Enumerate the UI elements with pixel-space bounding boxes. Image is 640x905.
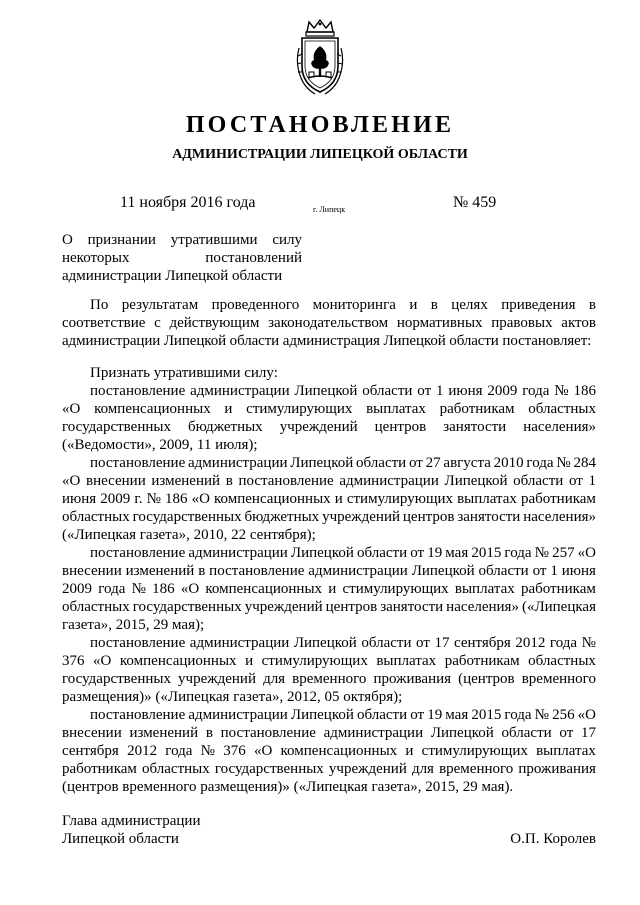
signer-region: Липецкой области <box>62 831 179 847</box>
line-word: проведенного <box>211 297 300 313</box>
decree-item-line <box>62 652 596 670</box>
line-word: занятости <box>443 419 507 435</box>
line-word: 17 <box>580 725 596 741</box>
line-word: 1 <box>550 563 558 579</box>
line-word: области <box>501 725 552 741</box>
line-word: Липецкой <box>444 473 508 489</box>
line-word: сентября <box>62 743 119 759</box>
line-word: от <box>532 563 547 579</box>
line-word: в <box>225 473 233 489</box>
line-word: постановление <box>90 635 186 651</box>
line-word: «О <box>62 401 81 417</box>
line-word: года <box>98 581 126 597</box>
line-word: внесении <box>62 563 122 579</box>
line-word: признании <box>87 232 156 248</box>
line-word: Липецкой <box>411 563 475 579</box>
line-word: постановление <box>220 725 316 741</box>
line-word: актов <box>561 315 596 331</box>
signer-position: Глава администрации <box>62 813 201 829</box>
decree-item-line <box>62 400 596 418</box>
line-word: Липецкой <box>290 545 354 561</box>
line-word: нормативных <box>396 315 483 331</box>
line-word: № <box>131 581 146 597</box>
decree-item-line: размещения)» («Липецкая газета», 2012, 05 октября); <box>62 689 403 705</box>
line-word: стимулирующих <box>421 743 528 759</box>
line-word: года <box>165 743 193 759</box>
decree-item-line <box>62 634 596 652</box>
line-word: постановление <box>238 473 334 489</box>
line-word: «О <box>191 491 210 507</box>
line-word: администрации <box>339 473 439 489</box>
line-word: 27 <box>425 455 441 471</box>
line-word: и <box>224 401 233 417</box>
line-word: в <box>198 563 206 579</box>
decree-item-line <box>62 544 596 562</box>
line-word: года <box>504 707 532 723</box>
decree-item-line <box>62 472 596 490</box>
line-word: компенсационных <box>119 653 237 669</box>
line-word: проживания <box>518 761 596 777</box>
line-word: центров <box>374 419 427 435</box>
line-word: 2009 <box>62 581 92 597</box>
line-word: в <box>588 297 596 313</box>
line-word: 186 <box>152 581 175 597</box>
subject-line <box>62 249 302 267</box>
line-word: № <box>200 743 215 759</box>
line-word: от <box>568 473 583 489</box>
line-word: сентября <box>454 635 511 651</box>
line-word: области <box>513 473 564 489</box>
line-word: учреждений <box>328 761 407 777</box>
decree-item-line: (центров временного размещения)» («Липецкая газета», 2015, 29 мая). <box>62 779 514 795</box>
line-word: с <box>154 315 161 331</box>
line-word: «О <box>577 707 596 723</box>
line-word: областных <box>528 653 596 669</box>
line-word: от <box>410 707 425 723</box>
line-word: 19 <box>427 707 443 723</box>
line-word: 376 <box>62 653 85 669</box>
line-word: утратившими <box>170 232 258 248</box>
line-word: (центров <box>458 671 515 687</box>
decree-item-line <box>62 454 596 472</box>
line-word: центров <box>325 599 378 615</box>
line-word: временного <box>439 761 514 777</box>
line-word: и <box>245 653 254 669</box>
line-word: от <box>408 455 423 471</box>
decree-item-line <box>62 508 596 526</box>
signature-name-line <box>62 830 596 848</box>
line-word: области <box>356 545 408 561</box>
line-word: стимулирующих <box>346 491 454 507</box>
line-word: мая <box>445 707 469 723</box>
line-word: Липецкой <box>290 707 354 723</box>
line-word: области <box>478 563 529 579</box>
line-word: «О <box>180 581 200 597</box>
line-word: 284 <box>573 455 596 471</box>
line-word: администрации <box>308 563 408 579</box>
line-word: администрации <box>190 383 290 399</box>
line-word: 2009 <box>487 383 518 399</box>
line-word: года <box>526 455 554 471</box>
line-word: выплатах <box>366 401 426 417</box>
line-word: и <box>409 297 418 313</box>
line-word: работникам <box>62 761 137 777</box>
line-word: постановление <box>90 545 186 561</box>
line-word: государственных <box>132 509 242 525</box>
line-word: действующим <box>169 315 260 331</box>
line-word: стимулирующих <box>261 653 368 669</box>
line-word: администрации <box>323 725 424 741</box>
line-word: компенсационных <box>94 401 211 417</box>
decree-item-line <box>62 760 596 778</box>
line-word: года <box>549 635 578 651</box>
line-word: силу <box>272 232 302 248</box>
line-word: 2012 <box>515 635 546 651</box>
decree-item-line <box>62 418 596 436</box>
line-word: от <box>410 545 425 561</box>
line-word: для <box>263 671 286 687</box>
line-word: 186 <box>165 491 188 507</box>
decree-item-line: газета», 2015, 29 мая); <box>62 617 205 633</box>
line-word: и <box>328 581 337 597</box>
decree-item-line <box>62 580 596 598</box>
line-word: июня <box>448 383 483 399</box>
document-subtitle: АДМИНИСТРАЦИИ ЛИПЕЦКОЙ ОБЛАСТИ <box>172 147 468 162</box>
line-word: 257 <box>552 545 575 561</box>
line-word: № <box>146 491 161 507</box>
line-word: населения» <box>446 599 519 615</box>
line-word: мониторинга <box>312 297 396 313</box>
line-word: О <box>62 232 73 248</box>
line-word: работникам <box>520 581 596 597</box>
line-word: учреждений <box>322 509 401 525</box>
line-word: работникам <box>521 491 596 507</box>
line-word: № <box>534 545 549 561</box>
decree-item-line: («Липецкая газета», 2010, 22 сентября); <box>62 527 316 543</box>
decree-item-line <box>62 742 596 760</box>
line-word: 376 <box>223 743 246 759</box>
line-word: занятости <box>380 599 444 615</box>
decree-item-line <box>62 382 596 400</box>
subject-line-word: некоторых <box>62 250 130 266</box>
line-word: «О <box>62 473 81 489</box>
line-word: работникам <box>439 401 515 417</box>
decree-item-line: («Ведомости», 2009, 11 июля); <box>62 437 258 453</box>
line-word: от <box>416 635 430 651</box>
line-word: № <box>556 455 571 471</box>
line-word: компенсационных <box>214 491 331 507</box>
line-word: июня <box>62 491 97 507</box>
line-word: в <box>430 297 438 313</box>
line-word: г. <box>134 491 143 507</box>
line-word: № <box>554 383 569 399</box>
line-word: занятости <box>457 509 521 525</box>
line-word: временного <box>521 671 596 687</box>
line-word: («Липецкая <box>521 599 596 615</box>
line-word: области <box>356 707 408 723</box>
line-word: «О <box>253 743 273 759</box>
line-word: населения» <box>523 419 596 435</box>
line-word: 17 <box>434 635 450 651</box>
line-word: изменений <box>129 725 199 741</box>
line-word: областных <box>142 761 210 777</box>
decree-item-line <box>62 598 596 616</box>
line-word: областных <box>62 599 130 615</box>
line-word: 1 <box>436 383 444 399</box>
line-word: постановление <box>209 563 305 579</box>
line-word: 2010 <box>493 455 524 471</box>
decree-item-line <box>62 562 596 580</box>
line-word: выплатах <box>457 491 517 507</box>
subject-line: администрации Липецкой области <box>62 268 283 284</box>
line-word: 1 <box>588 473 596 489</box>
signature-block <box>62 812 596 848</box>
line-word: администрации <box>189 635 290 651</box>
line-word: 19 <box>427 545 443 561</box>
paragraph-gap <box>62 350 596 364</box>
line-word: приведения <box>501 297 576 313</box>
line-word: от <box>559 725 574 741</box>
line-word: По <box>90 297 109 313</box>
line-word: в <box>205 725 213 741</box>
line-word: компенсационных <box>280 743 398 759</box>
line-word: выплатах <box>536 743 596 759</box>
line-word: 256 <box>552 707 575 723</box>
line-word: августа <box>443 455 491 471</box>
line-word: Липецкой <box>293 635 357 651</box>
line-word: 2009 <box>100 491 131 507</box>
preamble-line: администрации Липецкой области администрация Липецкой области постановляет: <box>62 333 592 349</box>
line-word: бюджетных <box>187 419 263 435</box>
line-word: государственных <box>214 761 324 777</box>
line-word: 186 <box>573 383 596 399</box>
line-word: стимулирующих <box>342 581 449 597</box>
line-word: внесении <box>86 473 146 489</box>
line-word: учреждений <box>244 599 323 615</box>
signer-name: О.П. Королев <box>510 831 596 847</box>
coat-of-arms-icon <box>295 18 345 96</box>
line-word: соответствие <box>62 315 146 331</box>
decree-item-line <box>62 490 596 508</box>
line-word: законодательством <box>268 315 389 331</box>
line-word: постановление <box>90 455 186 471</box>
line-word: года <box>522 383 550 399</box>
line-word: государственных <box>62 671 171 687</box>
line-word: № <box>534 707 549 723</box>
document-title: ПОСТАНОВЛЕНИЕ <box>185 112 455 138</box>
line-word: постановление <box>90 383 186 399</box>
line-word: области <box>362 383 413 399</box>
line-word: выплатах <box>454 581 515 597</box>
line-word: администрации <box>188 545 288 561</box>
line-word: 2015 <box>471 545 502 561</box>
line-word: постановление <box>90 707 186 723</box>
line-word: администрации <box>188 455 288 471</box>
line-word: области <box>361 635 412 651</box>
preamble-line <box>62 296 596 314</box>
line-word: проживания <box>373 671 452 687</box>
line-word: и <box>405 743 414 759</box>
line-word: временного <box>292 671 367 687</box>
line-word: стимулирующих <box>246 401 353 417</box>
decree-intro: Признать утратившими силу: <box>90 365 278 381</box>
subject-line <box>62 231 302 249</box>
line-word: целях <box>451 297 488 313</box>
line-word: областных <box>62 509 130 525</box>
document-city: г. Липецк <box>313 205 346 214</box>
decree-item-line <box>62 670 596 688</box>
line-word: области <box>356 455 407 471</box>
document-number: № 459 <box>453 194 497 211</box>
subject-line-word: постановлений <box>205 250 302 266</box>
line-word: 2012 <box>127 743 158 759</box>
document-body <box>62 296 596 796</box>
preamble-line <box>62 314 596 332</box>
line-word: «О <box>577 545 596 561</box>
line-word: и <box>334 491 343 507</box>
decree-item-line <box>62 706 596 724</box>
line-word: года <box>504 545 532 561</box>
line-word: Липецкой <box>430 725 494 741</box>
line-word: изменений <box>151 473 221 489</box>
line-word: правовых <box>491 315 553 331</box>
document-date: 11 ноября 2016 года <box>120 194 256 211</box>
line-word: внесении <box>62 725 122 741</box>
line-word: Липецкой <box>294 383 358 399</box>
line-word: государственных <box>132 599 242 615</box>
document-subject <box>62 231 302 285</box>
line-word: Липецкой <box>290 455 354 471</box>
line-word: июня <box>561 563 596 579</box>
line-word: 2015 <box>471 707 502 723</box>
line-word: государственных <box>62 419 171 435</box>
line-word: изменений <box>125 563 195 579</box>
line-word: бюджетных <box>244 509 320 525</box>
signature-position-line <box>62 812 596 830</box>
line-word: компенсационных <box>205 581 323 597</box>
line-word: результатам <box>121 297 199 313</box>
line-word: № <box>581 635 596 651</box>
line-word: областных <box>528 401 596 417</box>
line-word: центров <box>402 509 455 525</box>
line-word: работникам <box>444 653 520 669</box>
line-word: учреждений <box>178 671 256 687</box>
line-word: учреждений <box>279 419 358 435</box>
decree-item-line <box>62 724 596 742</box>
line-word: администрации <box>188 707 288 723</box>
line-word: мая <box>445 545 469 561</box>
line-word: для <box>411 761 434 777</box>
line-word: от <box>417 383 432 399</box>
line-word: населения» <box>523 509 596 525</box>
line-word: выплатах <box>376 653 437 669</box>
line-word: «О <box>93 653 112 669</box>
